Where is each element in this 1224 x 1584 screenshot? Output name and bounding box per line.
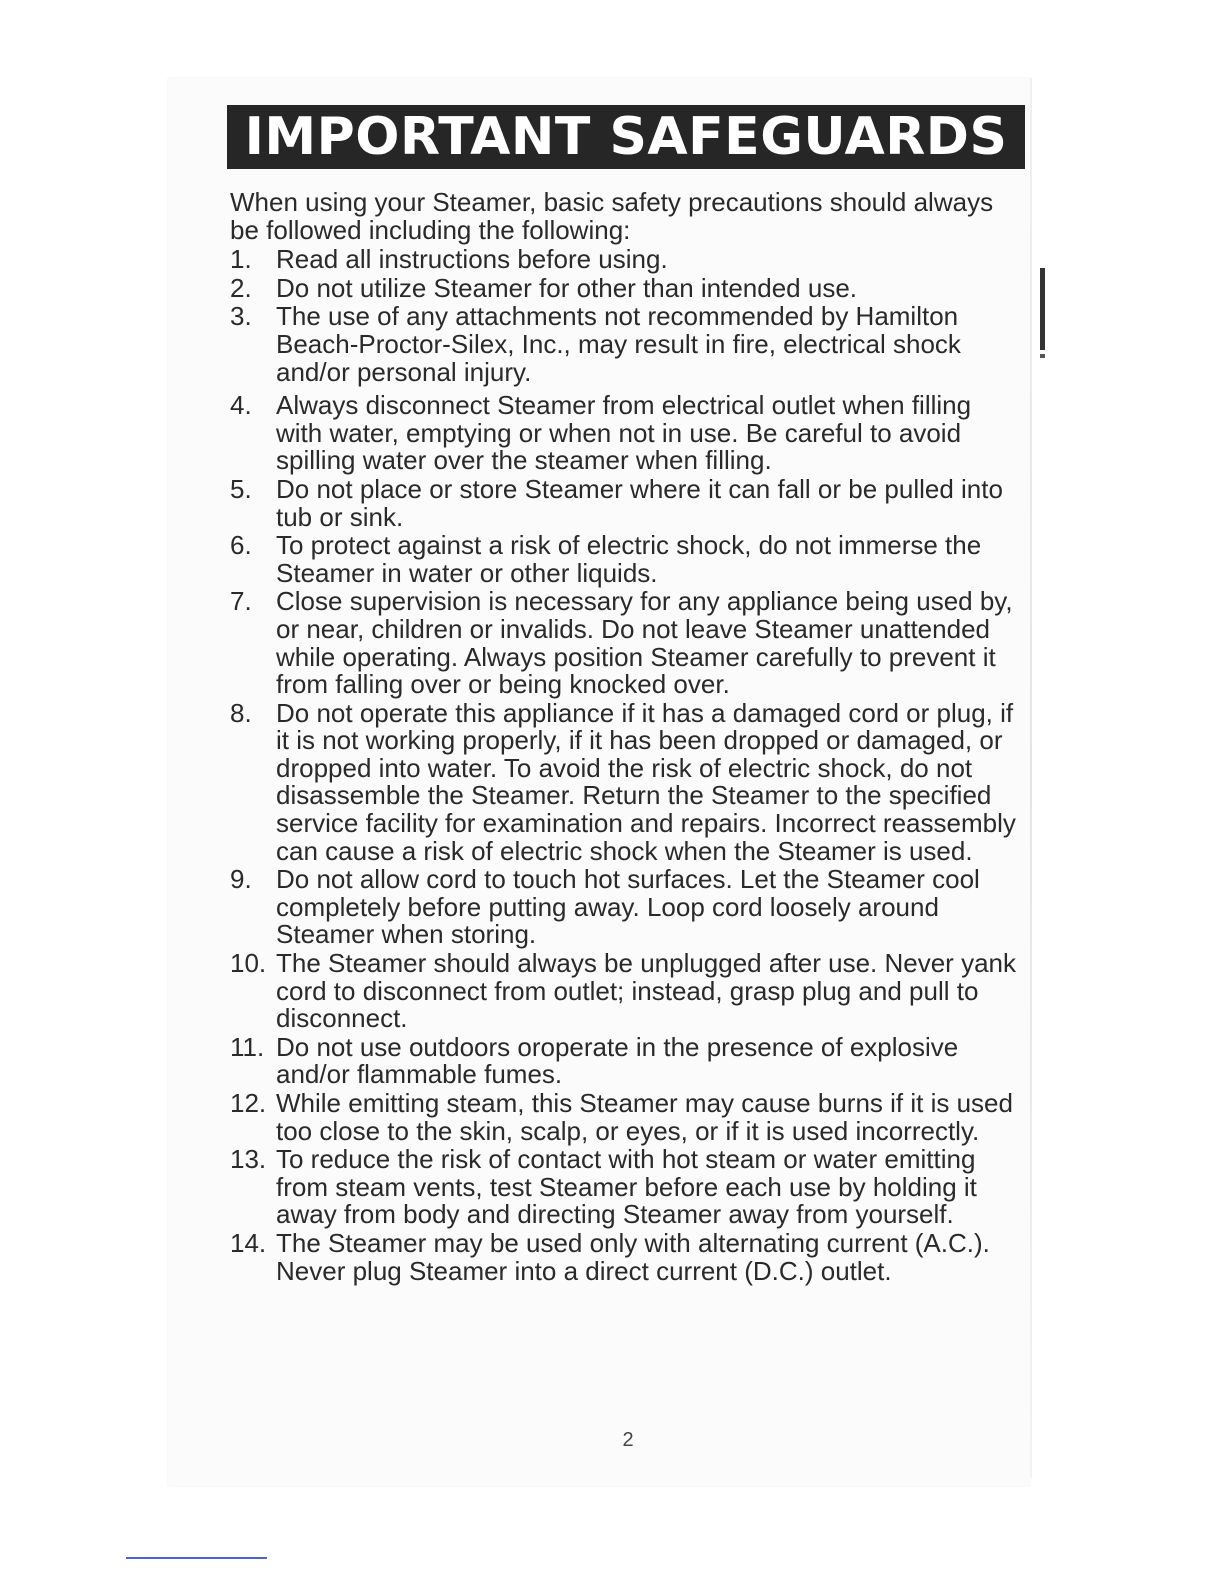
item-text: Do not utilize Steamer for other than intended use. — [276, 272, 858, 303]
list-item — [230, 1031, 1020, 1090]
item-text: Do not use outdoors oroperate in the presence of explosive and/or flammable fumes. — [276, 1031, 959, 1090]
item-number: 2. — [230, 272, 252, 303]
intro-text: When using your Steamer, basic safety precautions should always be followed including the following: — [230, 187, 994, 245]
item-number: 3. — [230, 301, 252, 332]
list-item — [230, 246, 1020, 274]
list-item — [230, 950, 1020, 1033]
item-text: To reduce the risk of contact with hot steam or water emitting from steam vents, test Steamer before each use by holding it away from body and directing Steamer away from yourself. — [276, 1144, 977, 1230]
list-item — [230, 1146, 1020, 1229]
page-title: IMPORTANT SAFEGUARDS — [227, 105, 1025, 169]
item-number: 12. — [230, 1088, 267, 1118]
item-text: The use of any attachments not recommended by Hamilton Beach-Proctor-Silex, Inc., may result in fire, electrical shock and/or personal injury. — [276, 301, 961, 387]
item-number: 8. — [230, 697, 252, 728]
underline-mark — [126, 1557, 267, 1559]
item-text: Close supervision is necessary for any appliance being used by, or near, children or invalids. Do not leave Steamer unattended while operating. Always position Steamer carefully to prevent it from falling over or being knocked over. — [276, 586, 1013, 700]
list-item — [230, 303, 1020, 386]
safeguards-list — [230, 246, 1020, 1285]
item-text: The Steamer may be used only with alternating current (A.C.). Never plug Steamer into a direct current (D.C.) outlet. — [276, 1227, 990, 1286]
list-item — [230, 1090, 1020, 1145]
list-item — [230, 588, 1020, 698]
item-number: 1. — [230, 244, 252, 275]
item-text: Read all instructions before using. — [276, 244, 668, 275]
item-text: To protect against a risk of electric shock, do not immerse the Steamer in water or other liquids. — [276, 530, 982, 588]
item-number: 10. — [230, 948, 267, 979]
item-text: Do not allow cord to touch hot surfaces. Let the Steamer cool completely before putting away. Loop cord loosely around Steamer when storing. — [276, 864, 980, 950]
item-number: 4. — [230, 390, 252, 421]
item-number: 7. — [230, 586, 252, 617]
item-number: 13. — [230, 1144, 267, 1175]
edge-mark — [1040, 268, 1045, 350]
item-text: Do not operate this appliance if it has a damaged cord or plug, if it is not working properly, if it has been dropped or damaged, or dropped into water. To avoid the risk of electric shock, do not disassemble the Steamer. Return the Steamer to the specified service facility for examination and repairs. Incorrect reassembly can cause a risk of electric shock when the Steamer is used. — [276, 697, 1016, 866]
list-item — [230, 473, 1020, 532]
item-number: 6. — [230, 530, 252, 561]
page-number: 2 — [622, 1429, 634, 1451]
item-number: 9. — [230, 864, 252, 895]
edge-mark — [1040, 354, 1045, 358]
list-item — [230, 532, 1020, 587]
item-text: Always disconnect Steamer from electrical outlet when filling with water, emptying or when not in use. Be careful to avoid spilling water over the steamer when filling. — [276, 390, 972, 476]
list-item — [230, 272, 1020, 303]
list-item — [230, 1227, 1020, 1286]
list-item — [230, 392, 1020, 475]
item-number: 5. — [230, 473, 252, 504]
list-item — [230, 697, 1020, 866]
item-text: Do not place or store Steamer where it can fall or be pulled into tub or sink. — [276, 473, 1003, 532]
item-text: While emitting steam, this Steamer may cause burns if it is used too close to the skin, scalp, or eyes, or if it is used incorrectly. — [276, 1088, 1013, 1146]
item-text: The Steamer should always be unplugged after use. Never yank cord to disconnect from outlet; instead, grasp plug and pull to disconnect. — [276, 948, 1016, 1034]
page-edge — [1030, 78, 1032, 1478]
item-number: 14. — [230, 1227, 267, 1258]
item-number: 11. — [230, 1031, 265, 1062]
list-item — [230, 866, 1020, 949]
safeguards-content — [230, 189, 1020, 1286]
